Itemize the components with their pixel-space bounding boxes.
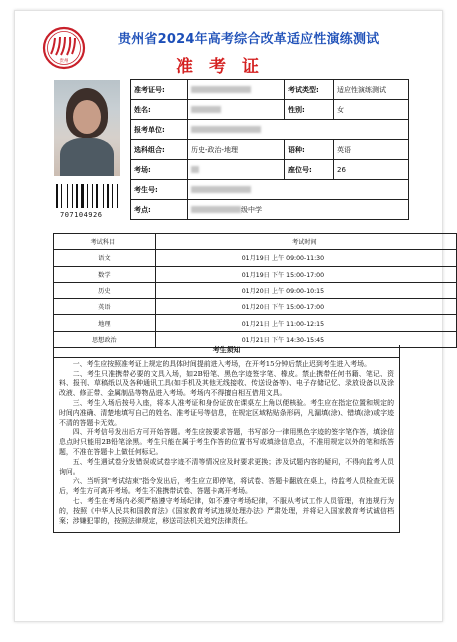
schedule-time: 01月21日 下午 14:30-15:45 <box>155 331 456 347</box>
table-row <box>54 299 457 315</box>
exam-type-value: 适应性演练测试 <box>334 80 409 100</box>
exam-site-value: 级中学 <box>188 200 409 220</box>
registration-unit-value <box>188 120 409 140</box>
notice-item: 四、开考信号发出后方可开始答题。考生应按要求答题，书写部分一律用黑色字迹的签字笔作答，填涂信息点时只能用2B铅笔涂黑。考生只能在属于考生作答的位置书写或填涂信息点，不准用规定以外的笔和纸答题，不准在答题卡上做任何标记。 <box>59 428 394 456</box>
seat-number-value: 26 <box>334 160 409 180</box>
schedule-time: 01月19日 下午 15:00-17:00 <box>155 266 456 282</box>
barcode-image <box>56 184 120 208</box>
ticket-number-label: 准考证号: <box>131 80 188 100</box>
schedule-subject: 地理 <box>54 315 156 331</box>
subject-combination-label: 选科组合: <box>131 140 188 160</box>
exam-room-label: 考场: <box>131 160 188 180</box>
candidate-info-table <box>130 79 409 220</box>
table-row <box>54 315 457 331</box>
schedule-time: 01月21日 上午 11:00-12:15 <box>155 315 456 331</box>
candidate-notice <box>53 345 400 533</box>
student-number-label: 考生号: <box>131 180 188 200</box>
exam-type-label: 考试类型: <box>285 80 334 100</box>
schedule-header-row <box>54 234 457 250</box>
exam-schedule-table <box>53 233 457 348</box>
notice-item: 三、考生入场后按号入座，将本人准考证和身份证放在课桌左上角以便核验。考生应在指定位置和规定的时间内准确、清楚地填写自己的姓名、准考证号等信息，在规定区域粘贴条形码，凡漏填(涂)、错填(涂)或字迹不清的答题卡无效。 <box>59 398 394 427</box>
table-row <box>54 266 457 282</box>
registration-unit-label: 报考单位: <box>131 120 188 140</box>
barcode-number: 707104926 <box>60 211 103 219</box>
schedule-header-subject: 考试科目 <box>54 234 156 250</box>
schedule-time: 01月19日 上午 09:00-11:30 <box>155 250 456 266</box>
name-label: 姓名: <box>131 100 188 120</box>
gender-value: 女 <box>334 100 409 120</box>
schedule-subject: 思想政治 <box>54 331 156 347</box>
gender-label: 性别: <box>285 100 334 120</box>
card-title: 准考证 <box>176 57 275 77</box>
notice-title: 考生须知 <box>54 345 399 358</box>
table-row <box>54 250 457 266</box>
exam-authority-logo <box>42 26 86 70</box>
schedule-subject: 英语 <box>54 299 156 315</box>
notice-item: 二、考生只准携带必要的文具入场，如2B铅笔、黑色字迹签字笔、橡皮。禁止携带任何书籍、笔记、资料、报刊、草稿纸以及各种通讯工具(如手机及其他无线接收、传送设备等)、电子存储记忆、录放设备以及涂改液、修正带、金属制品等物品进入考场。考场内不得擅自相互借用文具。 <box>59 369 394 398</box>
logo-caption: 贵州 <box>59 59 69 64</box>
schedule-header-time: 考试时间 <box>155 234 456 250</box>
schedule-time: 01月20日 下午 15:00-17:00 <box>155 299 456 315</box>
notice-item: 七、考生在考场内必须严格遵守考场纪律，如不遵守考场纪律，不服从考试工作人员管理，有违规行为的，按照《中华人民共和国教育法》《国家教育考试违规处理办法》严肃处理，并将记入国家教育考试诚信档案；涉嫌犯罪的，按照法律规定，移送司法机关追究法律责任。 <box>59 496 394 525</box>
language-label: 语种: <box>285 140 334 160</box>
schedule-subject: 数学 <box>54 266 156 282</box>
exam-title: 贵州省2024年高考综合改革适应性演练测试 <box>118 32 380 47</box>
name-value <box>188 100 285 120</box>
schedule-subject: 历史 <box>54 282 156 298</box>
table-row <box>54 282 457 298</box>
notice-item: 五、考生遇试卷分发错误或试卷字迹不清等情况应及时要求更换；涉及试题内容的疑问，不得向监考人员询问。 <box>59 457 394 476</box>
exam-site-label: 考点: <box>131 200 188 220</box>
ticket-number-value <box>188 80 285 100</box>
schedule-subject: 语文 <box>54 250 156 266</box>
exam-room-value <box>188 160 285 180</box>
subject-combination-value: 历史-政治-地理 <box>188 140 285 160</box>
language-value: 英语 <box>334 140 409 160</box>
seat-number-label: 座位号: <box>285 160 334 180</box>
candidate-photo <box>54 80 120 176</box>
schedule-time: 01月20日 上午 09:00-10:15 <box>155 282 456 298</box>
notice-item: 六、当听到"考试结束"指令发出后，考生应立即停笔，将试卷、答题卡翻放在桌上，待监考人员检查无误后，考生方可离开考场。考生不准携带试卷、答题卡离开考场。 <box>59 477 394 496</box>
student-number-value <box>188 180 409 200</box>
notice-item: 一、考生应按照准考证上规定的具体时间提前进入考场，在开考15分钟后禁止迟到考生进入考场。 <box>72 359 371 368</box>
